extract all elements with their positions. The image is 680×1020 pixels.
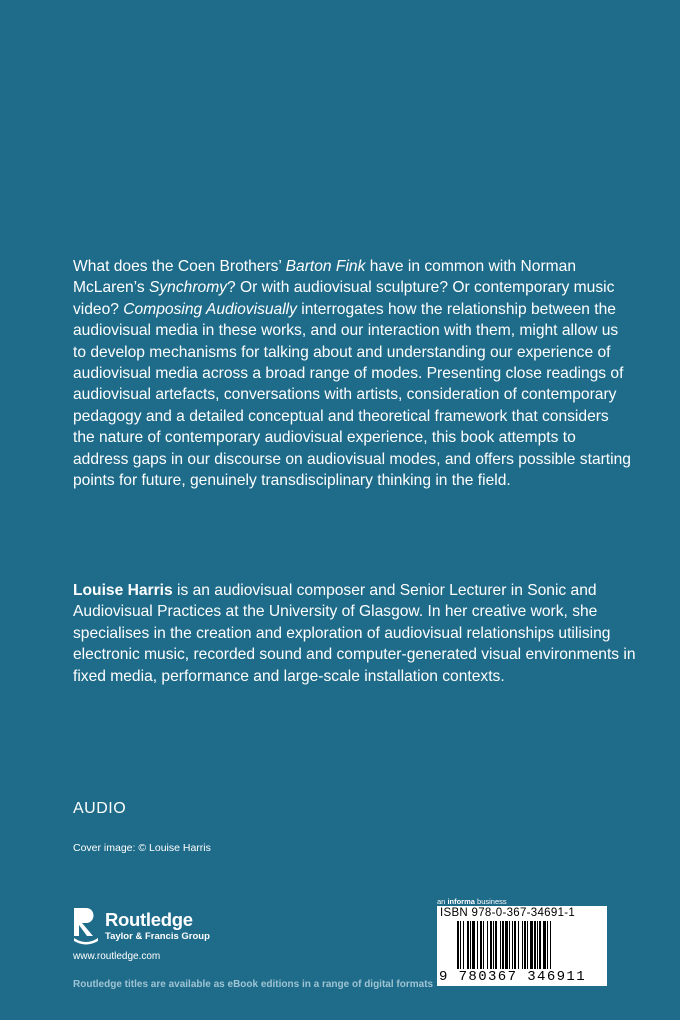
barcode-bar bbox=[518, 921, 519, 969]
barcode-bar bbox=[509, 921, 510, 969]
blurb-text-3: ? Or with audiovisual sculpture? Or contemporary music video? bbox=[73, 279, 615, 318]
publisher-url[interactable]: www.routledge.com bbox=[73, 951, 161, 962]
isbn-label: ISBN 978-0-367-34691-1 bbox=[440, 907, 576, 919]
barcode-bar bbox=[495, 921, 497, 969]
barcode-bar bbox=[477, 921, 478, 969]
barcode-bar bbox=[472, 921, 475, 969]
barcode-bar bbox=[470, 921, 471, 969]
ebook-availability-note: Routledge titles are available as eBook editions in a range of digital formats bbox=[73, 979, 434, 990]
author-name: Louise Harris bbox=[73, 582, 173, 599]
publisher-name: Routledge bbox=[105, 909, 193, 930]
barcode-bar bbox=[463, 921, 464, 969]
book-title: Composing Audiovisually bbox=[123, 300, 297, 318]
isbn-barcode bbox=[437, 906, 607, 986]
blurb-text-4: interrogates how the relationship between the audiovisual media in these works, and our interaction with them, might allow us to develop mechanisms for talking about and understanding our experience of audiovisual media across a broad range of modes. Presenting close readings of audiovisual artefacts, conversations with artists, consideration of contemporary pedagogy and a detailed conceptual and theoretical framework that considers the nature of contemporary audiovisual experience, this book attempts to address gaps in our discourse on audiovisual modes, and offers possible starting points for future, genuinely transdisciplinary thinking in the field. bbox=[73, 300, 631, 490]
publisher-group: Taylor & Francis Group bbox=[105, 931, 210, 942]
informa-prefix: an bbox=[437, 897, 448, 906]
blurb-text-2: have in common with Norman McLaren’s bbox=[73, 258, 577, 297]
barcode-bar bbox=[505, 921, 508, 969]
barcode-bar bbox=[537, 921, 538, 969]
barcode-bar bbox=[539, 921, 541, 969]
barcode-bar bbox=[514, 921, 516, 969]
barcode-bar bbox=[483, 921, 484, 969]
barcode-bar bbox=[547, 921, 548, 969]
barcode-bar bbox=[500, 921, 501, 969]
barcode-bar bbox=[524, 921, 526, 969]
cover-image-credit: Cover image: © Louise Harris bbox=[73, 842, 211, 854]
blurb-text-1: What does the Coen Brothers’ bbox=[73, 258, 286, 275]
author-bio bbox=[73, 580, 643, 687]
barcode-bar bbox=[487, 921, 488, 969]
barcode-bar bbox=[543, 921, 546, 969]
barcode-bars bbox=[457, 921, 597, 969]
routledge-logo-icon bbox=[72, 906, 100, 946]
barcode-bar bbox=[467, 921, 469, 969]
film-title-barton-fink: Barton Fink bbox=[285, 258, 366, 275]
barcode-bar bbox=[512, 921, 513, 969]
subject-category: AUDIO bbox=[73, 800, 127, 817]
barcode-bar bbox=[530, 921, 533, 969]
informa-word: informa bbox=[447, 897, 475, 906]
barcode-bar bbox=[490, 921, 492, 969]
barcode-bar bbox=[522, 921, 523, 969]
publisher-logo bbox=[72, 906, 252, 946]
barcode-bar bbox=[550, 921, 551, 969]
barcode-bar bbox=[527, 921, 528, 969]
barcode-bar bbox=[457, 921, 459, 969]
barcode-bar bbox=[534, 921, 536, 969]
barcode-bar bbox=[480, 921, 482, 969]
author-bio-text: is an audiovisual composer and Senior Lecturer in Sonic and Audiovisual Practices at the University of Glasgow. In her creative work, she specialises in the creation and exploration of audiovisual relationships utilising electronic music, recorded sound and computer-generated visual environments in fixed media, performance and large-scale installation contexts. bbox=[73, 582, 636, 685]
film-title-synchromy: Synchromy bbox=[148, 279, 227, 297]
barcode-digits: 9 780367 346911 bbox=[439, 969, 587, 985]
back-cover-blurb bbox=[73, 256, 633, 491]
informa-suffix: business bbox=[474, 897, 507, 906]
barcode-bar bbox=[493, 921, 494, 969]
informa-business-label bbox=[437, 897, 507, 906]
barcode-bar bbox=[502, 921, 504, 969]
barcode-bar bbox=[460, 921, 461, 969]
